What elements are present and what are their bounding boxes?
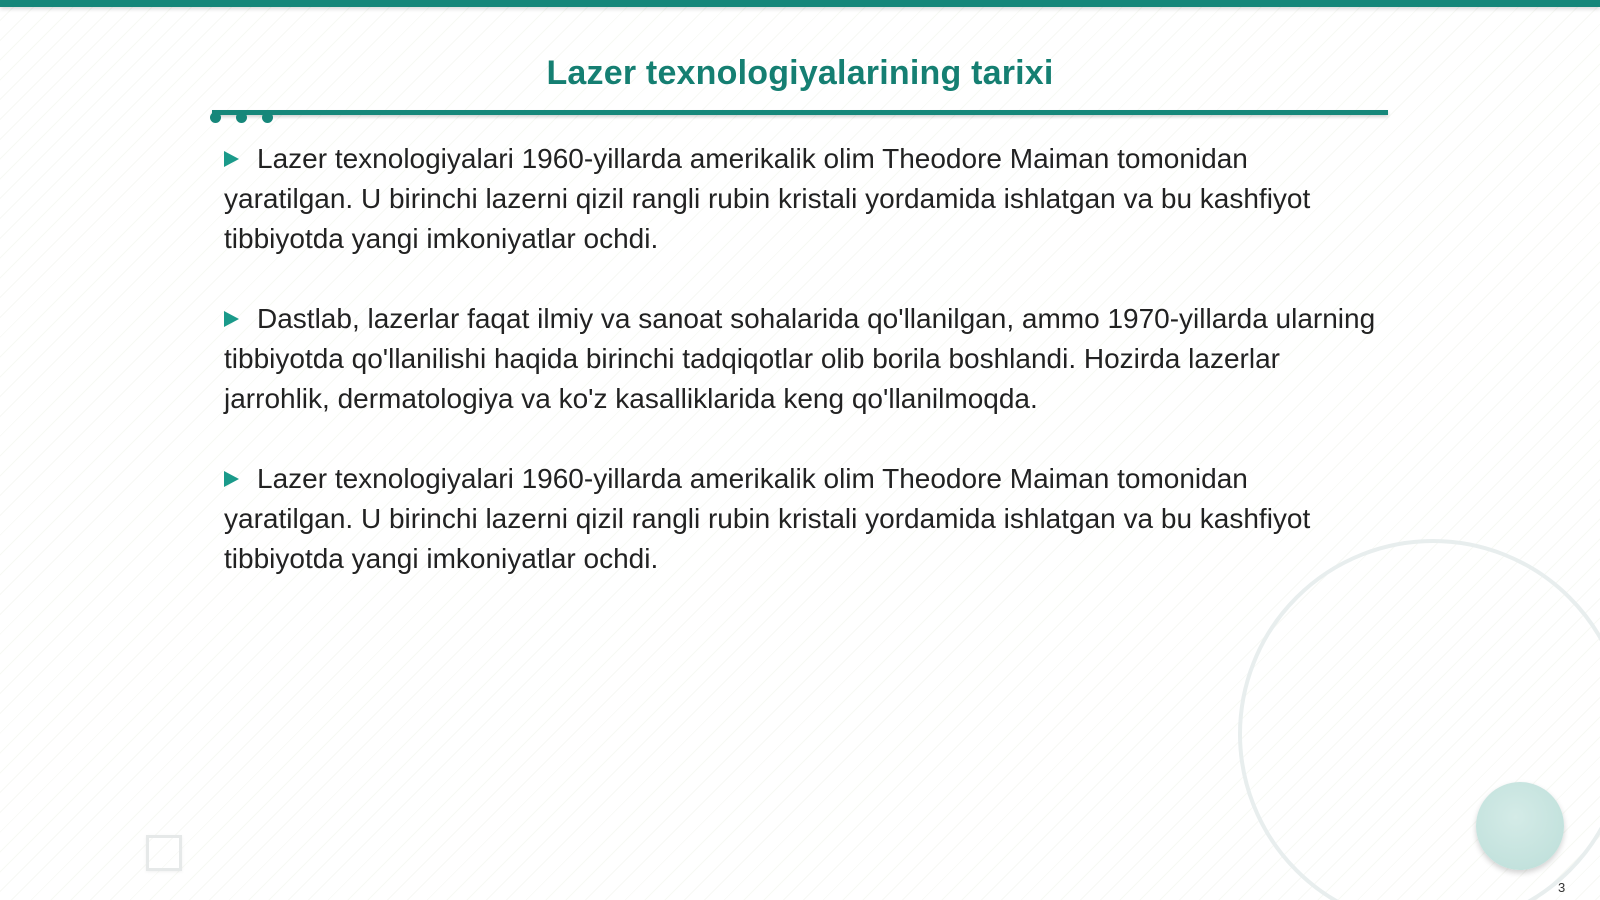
decorative-dot <box>262 112 273 123</box>
bullet-item <box>224 299 1384 419</box>
page-number: 3 <box>1558 880 1566 895</box>
decorative-dot <box>210 112 221 123</box>
decorative-square <box>146 835 182 871</box>
bullet-text: Lazer texnologiyalari 1960-yillarda amerikalik olim Theodore Maiman tomonidan yaratilgan. U birinchi lazerni qizil rangli rubin kristali yordamida ishlatgan va bu kashfiyot tibbiyotda yangi imkoniyatlar ochdi. <box>224 143 1311 254</box>
bullet-item <box>224 139 1384 259</box>
slide-title: Lazer texnologiyalarining tarixi <box>546 54 1054 92</box>
bullet-arrow-icon <box>224 471 239 487</box>
bullet-item <box>224 459 1384 579</box>
bullet-arrow-icon <box>224 151 239 167</box>
bullet-list <box>224 139 1384 619</box>
decorative-dot <box>236 112 247 123</box>
decorative-circle <box>1476 782 1564 870</box>
bullet-text: Lazer texnologiyalari 1960-yillarda amerikalik olim Theodore Maiman tomonidan yaratilgan. U birinchi lazerni qizil rangli rubin kristali yordamida ishlatgan va bu kashfiyot tibbiyotda yangi imkoniyatlar ochdi. <box>224 463 1311 574</box>
top-accent-bar <box>0 0 1600 7</box>
title-underline <box>212 110 1388 115</box>
bullet-arrow-icon <box>224 311 239 327</box>
bullet-text: Dastlab, lazerlar faqat ilmiy va sanoat sohalarida qo'llanilgan, ammo 1970-yillarda ularning tibbiyotda qo'llanilishi haqida birinchi tadqiqotlar olib borila boshlandi. Hozirda lazerlar jarrohlik, dermatologiya va ko'z kasalliklarida keng qo'llanilmoqda. <box>224 303 1376 414</box>
